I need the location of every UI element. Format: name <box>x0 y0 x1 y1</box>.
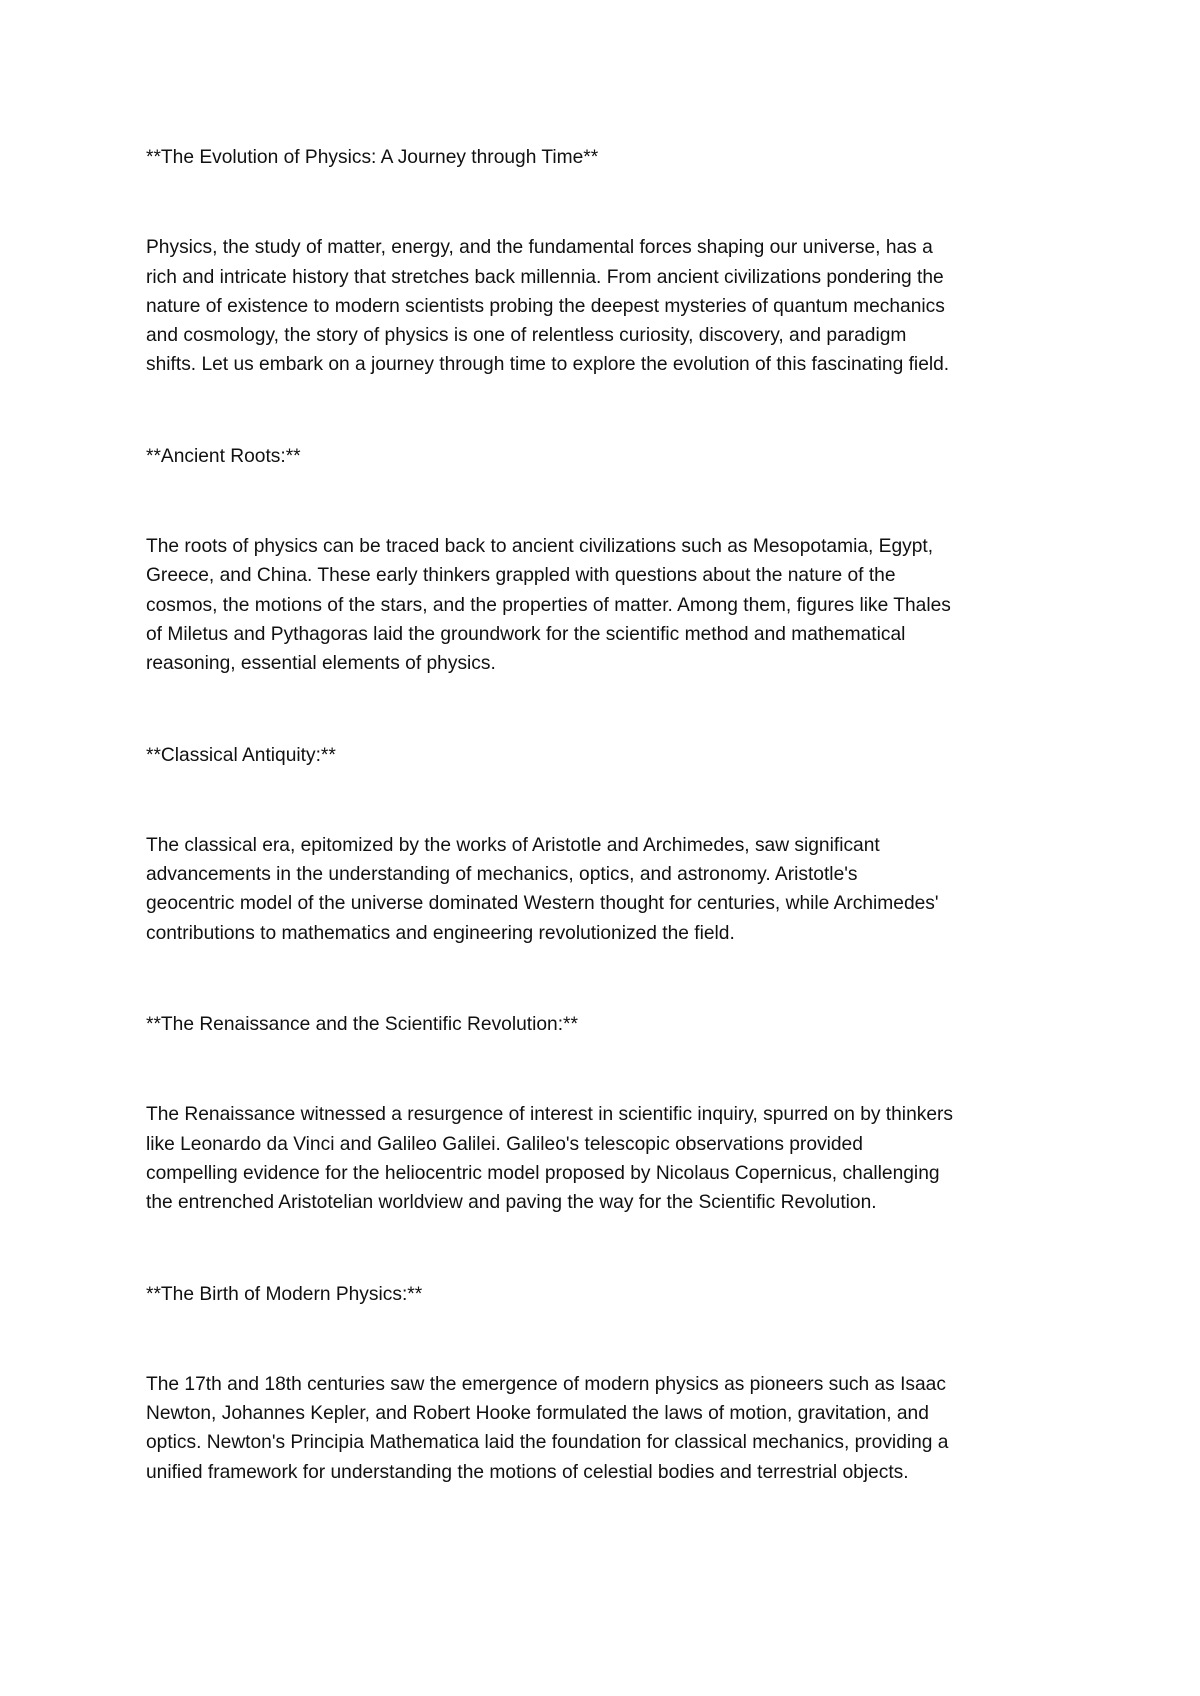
paragraph-line: the entrenched Aristotelian worldview and paving the way for the Scientific Revolution. <box>146 1192 877 1214</box>
paragraph-line: advancements in the understanding of mechanics, optics, and astronomy. Aristotle's <box>146 864 858 886</box>
section-paragraph-classical-antiquity <box>146 831 1066 948</box>
paragraph-line: cosmos, the motions of the stars, and the properties of matter. Among them, figures like Thales <box>146 594 951 616</box>
paragraph-line: rich and intricate history that stretches back millennia. From ancient civilizations pondering the <box>146 266 944 288</box>
section-heading-ancient-roots: **Ancient Roots:** <box>146 445 301 467</box>
paragraph-line: The roots of physics can be traced back to ancient civilizations such as Mesopotamia, Egypt, <box>146 536 934 558</box>
paragraph-line: of Miletus and Pythagoras laid the groundwork for the scientific method and mathematical <box>146 623 906 645</box>
section-paragraph-renaissance <box>146 1100 1066 1217</box>
paragraph-line: The Renaissance witnessed a resurgence of interest in scientific inquiry, spurred on by thinkers <box>146 1104 953 1126</box>
paragraph-line: contributions to mathematics and engineering revolutionized the field. <box>146 922 735 944</box>
paragraph-line: geocentric model of the universe dominated Western thought for centuries, while Archimedes' <box>146 893 939 915</box>
paragraph-line: The classical era, epitomized by the works of Aristotle and Archimedes, saw significant <box>146 834 880 856</box>
section-heading-classical-antiquity: **Classical Antiquity:** <box>146 744 336 766</box>
paragraph-line: reasoning, essential elements of physics. <box>146 653 496 675</box>
paragraph-line: Newton, Johannes Kepler, and Robert Hooke formulated the laws of motion, gravitation, and <box>146 1403 929 1425</box>
document-page <box>146 143 1066 1487</box>
paragraph-line: optics. Newton's Principia Mathematica laid the foundation for classical mechanics, providing a <box>146 1432 949 1454</box>
paragraph-line: compelling evidence for the heliocentric model proposed by Nicolaus Copernicus, challenging <box>146 1162 940 1184</box>
section-paragraph-modern-physics <box>146 1370 1066 1487</box>
intro-paragraph <box>146 233 1066 379</box>
paragraph-line: The 17th and 18th centuries saw the emergence of modern physics as pioneers such as Isaac <box>146 1373 946 1395</box>
section-paragraph-ancient-roots <box>146 532 1066 678</box>
section-heading-renaissance: **The Renaissance and the Scientific Revolution:** <box>146 1014 578 1036</box>
document-title: **The Evolution of Physics: A Journey through Time** <box>146 147 599 168</box>
paragraph-line: Greece, and China. These early thinkers grappled with questions about the nature of the <box>146 565 896 587</box>
paragraph-line: and cosmology, the story of physics is one of relentless curiosity, discovery, and paradigm <box>146 325 907 347</box>
paragraph-line: unified framework for understanding the motions of celestial bodies and terrestrial objects. <box>146 1461 909 1483</box>
paragraph-line: Physics, the study of matter, energy, and the fundamental forces shaping our universe, has a <box>146 237 933 259</box>
paragraph-line: like Leonardo da Vinci and Galileo Galilei. Galileo's telescopic observations provided <box>146 1133 863 1155</box>
paragraph-line: nature of existence to modern scientists probing the deepest mysteries of quantum mechanics <box>146 295 945 317</box>
paragraph-line: shifts. Let us embark on a journey through time to explore the evolution of this fascinating field. <box>146 354 950 376</box>
section-heading-modern-physics: **The Birth of Modern Physics:** <box>146 1283 423 1305</box>
